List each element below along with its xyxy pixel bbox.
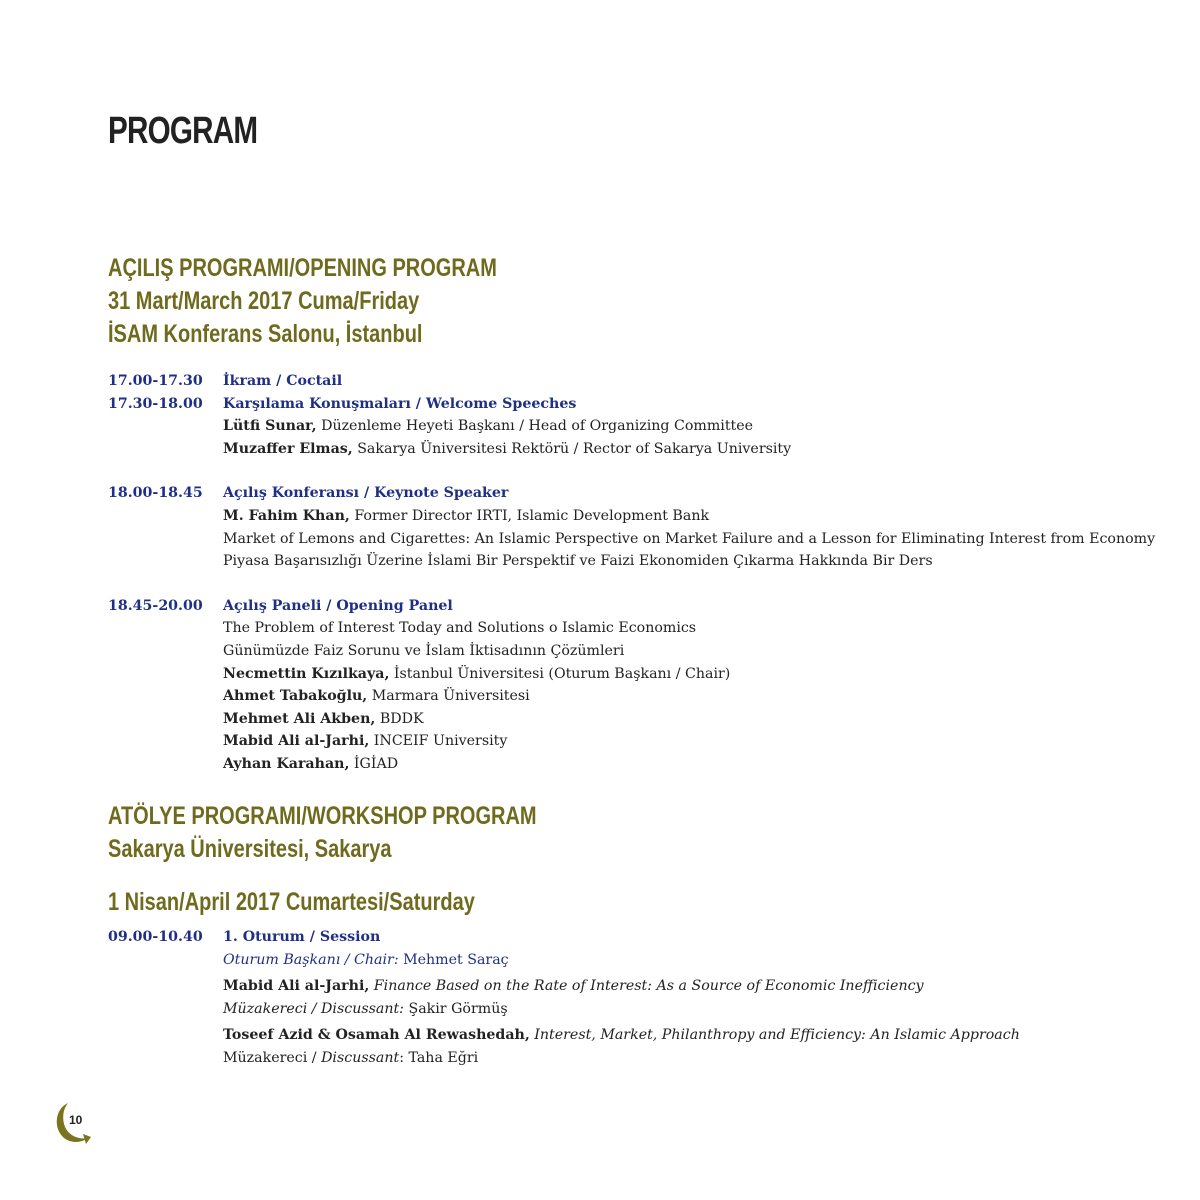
session-chair xyxy=(223,949,1020,972)
schedule-slot xyxy=(108,595,1155,776)
speaker-role: İstanbul Üniversitesi (Oturum Başkanı / Chair) xyxy=(389,665,731,682)
paper-title: Interest, Market, Philanthropy and Efficiency: An Islamic Approach xyxy=(529,1027,1020,1044)
paper-authors: Mabid Ali al-Jarhi, xyxy=(223,978,370,995)
slot-title: İkram / Coctail xyxy=(223,373,343,389)
paper-title: Finance Based on the Rate of Interest: As a Source of Economic Inefficiency xyxy=(369,978,924,995)
slot-title: 1. Oturum / Session xyxy=(223,929,381,945)
talk-title-en: Market of Lemons and Cigarettes: An Islamic Perspective on Market Failure and a Lesson for Eliminating Interest from Economy xyxy=(223,530,1156,547)
speaker-name: Muzaffer Elmas, xyxy=(223,440,353,457)
opening-program-heading xyxy=(108,252,497,351)
discussant-prefix: Müzakereci / xyxy=(223,1049,322,1066)
page-number: 10 xyxy=(69,1113,83,1127)
speaker-role: Former Director IRTI, Islamic Development Bank xyxy=(349,507,710,524)
page-number-badge xyxy=(52,1100,94,1146)
discussant-line xyxy=(223,998,1020,1021)
speaker-line xyxy=(223,730,1155,753)
slot-title: Karşılama Konuşmaları / Welcome Speeches xyxy=(223,395,577,412)
discussant-label: Discussant xyxy=(321,1049,400,1066)
chair-label: Oturum Başkanı / Chair: xyxy=(223,951,399,968)
page-title: PROGRAM xyxy=(108,110,258,152)
speaker-name: M. Fahim Khan, xyxy=(223,507,350,524)
slot-time: 18.00-18.45 xyxy=(108,485,203,502)
workshop-date-heading xyxy=(108,886,475,919)
slot-time: 17.30-18.00 xyxy=(108,395,203,412)
opening-program-title: AÇILIŞ PROGRAMI/OPENING PROGRAM xyxy=(108,254,497,282)
spacer xyxy=(108,460,1155,482)
speaker-name: Mehmet Ali Akben, xyxy=(223,710,376,727)
talk-title-tr: Piyasa Başarısızlığı Üzerine İslami Bir Perspektif ve Faizi Ekonomiden Çıkarma Hakkında Bir Ders xyxy=(223,553,933,570)
speaker-name: Ayhan Karahan, xyxy=(223,755,350,772)
panel-topic-en: The Problem of Interest Today and Solutions o Islamic Economics xyxy=(223,620,697,637)
speaker-line xyxy=(223,415,1155,438)
slot-time: 09.00-10.40 xyxy=(108,929,203,945)
speaker-role: BDDK xyxy=(375,710,424,727)
workshop-program-date: 1 Nisan/April 2017 Cumartesi/Saturday xyxy=(108,888,475,916)
discussant-name: : Taha Eğri xyxy=(399,1049,479,1066)
spacer xyxy=(108,573,1155,595)
opening-schedule xyxy=(108,370,1155,776)
speaker-role: Marmara Üniversitesi xyxy=(367,688,530,705)
paper-authors: Toseef Azid & Osamah Al Rewashedah, xyxy=(223,1027,530,1044)
speaker-name: Lütfi Sunar, xyxy=(223,418,317,435)
discussant-name: Şakir Görmüş xyxy=(403,1000,508,1017)
opening-program-date: 31 Mart/March 2017 Cuma/Friday xyxy=(108,287,420,315)
opening-program-venue: İSAM Konferans Salonu, İstanbul xyxy=(108,320,423,348)
speaker-line xyxy=(223,663,1155,686)
panel-topic-tr: Günümüzde Faiz Sorunu ve İslam İktisadının Çözümleri xyxy=(223,642,625,659)
schedule-slot xyxy=(108,393,1155,461)
speaker-line xyxy=(223,753,1155,776)
workshop-schedule xyxy=(108,926,1020,1070)
workshop-program-heading xyxy=(108,800,537,866)
speaker-line xyxy=(223,438,1155,461)
speaker-line xyxy=(223,505,1155,528)
speaker-role: INCEIF University xyxy=(369,733,508,750)
speaker-name: Mabid Ali al-Jarhi, xyxy=(223,733,370,750)
slot-title: Açılış Paneli / Opening Panel xyxy=(223,597,453,614)
discussant-label: Müzakereci / Discussant: xyxy=(223,1000,404,1017)
speaker-line xyxy=(223,708,1155,731)
paper-line xyxy=(223,1024,1020,1047)
workshop-program-venue: Sakarya Üniversitesi, Sakarya xyxy=(108,835,392,863)
workshop-program-title: ATÖLYE PROGRAMI/WORKSHOP PROGRAM xyxy=(108,802,537,830)
speaker-role: Düzenleme Heyeti Başkanı / Head of Organizing Committee xyxy=(316,418,754,435)
slot-title: Açılış Konferansı / Keynote Speaker xyxy=(223,485,509,502)
schedule-slot xyxy=(108,482,1155,572)
speaker-role: İGİAD xyxy=(349,755,399,772)
speaker-line xyxy=(223,685,1155,708)
schedule-slot xyxy=(108,926,1020,1070)
chair-name: Mehmet Saraç xyxy=(398,951,509,968)
slot-time: 17.00-17.30 xyxy=(108,373,203,389)
paper-line xyxy=(223,975,1020,998)
speaker-name: Necmettin Kızılkaya, xyxy=(223,665,390,682)
speaker-role: Sakarya Üniversitesi Rektörü / Rector of Sakarya University xyxy=(352,440,792,457)
discussant-line xyxy=(223,1047,1020,1070)
speaker-name: Ahmet Tabakoğlu, xyxy=(223,688,368,705)
slot-time: 18.45-20.00 xyxy=(108,597,203,614)
schedule-slot xyxy=(108,370,1155,393)
